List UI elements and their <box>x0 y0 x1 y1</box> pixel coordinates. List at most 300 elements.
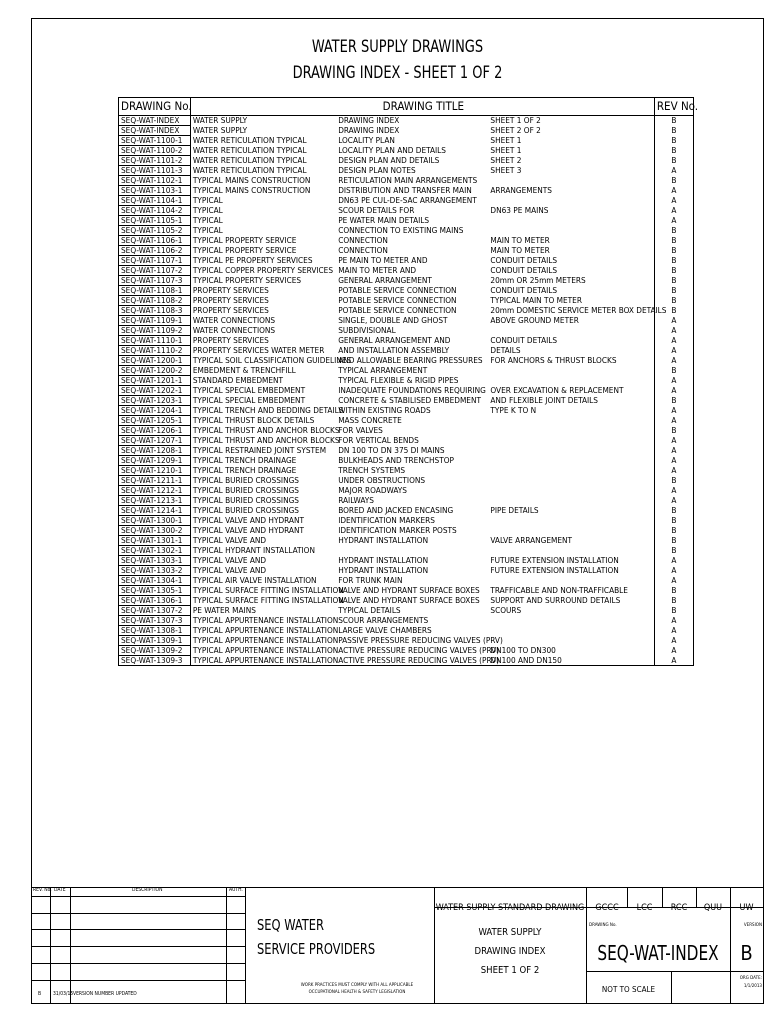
drawing-number-cell: SEQ-WAT-1309-1 <box>119 636 191 646</box>
rev-no-header: REV. No. <box>33 887 52 893</box>
drawing-title-3-cell: 20mm DOMESTIC SERVICE METER BOX DETAILS <box>490 305 667 315</box>
drawing-title-2-cell: DN 100 TO DN 375 DI MAINS <box>338 445 445 455</box>
council-quu: QUU <box>703 903 723 913</box>
table-row <box>119 646 694 656</box>
drawing-title-2-cell: LOCALITY PLAN <box>338 135 395 145</box>
drawing-title-3-cell <box>488 626 654 636</box>
table-row <box>119 206 694 216</box>
revision-cell: A <box>654 376 693 386</box>
table-row <box>119 366 694 376</box>
drawing-number-cell: SEQ-WAT-1214-1 <box>119 506 191 516</box>
revision-cell: B <box>654 606 693 616</box>
drawing-title-1-cell: TYPICAL TRENCH DRAINAGE <box>192 465 297 475</box>
drawing-title-1-cell: TYPICAL APPURTENANCE INSTALLATION <box>192 635 339 645</box>
revision-cell: B <box>654 226 693 236</box>
drawing-title-1-cell: TYPICAL MAINS CONSTRUCTION <box>192 175 311 185</box>
drawing-title-1-cell: TYPICAL VALVE AND HYDRANT <box>192 525 304 535</box>
revision-cell: A <box>654 466 693 476</box>
revision-cell: A <box>654 496 693 506</box>
revision-cell: B <box>654 506 693 516</box>
revision-cell: A <box>654 576 693 586</box>
drawing-number-cell: SEQ-WAT-1105-1 <box>119 216 191 226</box>
drawing-title-3-cell: ABOVE GROUND METER <box>490 315 579 325</box>
drawing-title-2-cell: UNDER OBSTRUCTIONS <box>338 475 426 485</box>
drawing-number-cell: SEQ-WAT-1211-1 <box>119 476 191 486</box>
revision-cell: B <box>654 426 693 436</box>
drawing-number-cell: SEQ-WAT-1208-1 <box>119 446 191 456</box>
revision-cell: A <box>654 446 693 456</box>
drawing-title-3-cell: VALVE ARRANGEMENT <box>490 535 573 545</box>
revision-cell: B <box>654 396 693 406</box>
drawing-title-1-cell: TYPICAL APPURTENANCE INSTALLATION <box>192 615 339 625</box>
drawing-title-1-cell: TYPICAL <box>192 195 223 205</box>
drawing-title-2-cell: DRAWING INDEX <box>338 125 400 135</box>
drawing-number-cell: SEQ-WAT-1303-1 <box>119 556 191 566</box>
drawing-title-1-cell: TYPICAL VALVE AND <box>192 535 267 545</box>
table-row <box>119 526 694 536</box>
drawing-title-3-cell: CONDUIT DETAILS <box>490 265 558 275</box>
drawing-number-cell: SEQ-WAT-1206-1 <box>119 426 191 436</box>
table-row <box>119 196 694 206</box>
drawing-title-1-cell: TYPICAL SPECIAL EMBEDMENT <box>192 395 306 405</box>
table-row <box>119 626 694 636</box>
drawing-title-2-cell: DISTRIBUTION AND TRANSFER MAIN <box>338 185 472 195</box>
drawing-title-1-cell: TYPICAL AIR VALVE INSTALLATION <box>192 575 317 585</box>
revision-cell: B <box>654 236 693 246</box>
drawing-title-2-cell: PE WATER MAIN DETAILS <box>338 215 430 225</box>
drawing-title-2-cell: TYPICAL ARRANGEMENT <box>338 365 428 375</box>
drawing-title-2-cell: ACTIVE PRESSURE REDUCING VALVES (PRV) <box>338 645 500 655</box>
drawing-title-3-cell: CONDUIT DETAILS <box>490 255 558 265</box>
drawing-title-2-cell: CONCRETE & STABILISED EMBEDMENT <box>338 395 481 405</box>
version-label: VERSION <box>743 923 762 928</box>
drawing-title-2-cell: TYPICAL FLEXIBLE & RIGID PIPES <box>338 375 459 385</box>
drawing-number-cell: SEQ-WAT-1106-1 <box>119 236 191 246</box>
drawing-number-cell: SEQ-WAT-1101-2 <box>119 156 191 166</box>
drawing-number-cell: SEQ-WAT-1212-1 <box>119 486 191 496</box>
drawing-title-2-cell: BULKHEADS AND TRENCHSTOP <box>338 455 454 465</box>
drawing-title-1-cell: EMBEDMENT & TRENCHFILL <box>192 365 296 375</box>
drawing-title-3-cell <box>488 496 654 506</box>
drawing-number-cell: SEQ-WAT-INDEX <box>119 116 191 126</box>
drawing-title-3-cell: MAIN TO METER <box>490 245 550 255</box>
table-row <box>119 296 694 306</box>
header-rev-no: REV No. <box>654 98 693 116</box>
drawing-title-1-cell: WATER CONNECTIONS <box>192 325 276 335</box>
drawing-number-cell: SEQ-WAT-1200-1 <box>119 356 191 366</box>
drawing-number-cell: SEQ-WAT-1200-2 <box>119 366 191 376</box>
table-row <box>119 276 694 286</box>
drawing-number-cell: SEQ-WAT-1106-2 <box>119 246 191 256</box>
drawing-title-3-cell: CONDUIT DETAILS <box>490 285 558 295</box>
drawing-title-1-cell: TYPICAL PROPERTY SERVICE <box>192 235 297 245</box>
table-row <box>119 286 694 296</box>
table-row <box>119 536 694 546</box>
drawing-title-3-cell: FUTURE EXTENSION INSTALLATION <box>490 565 619 575</box>
drawing-number-cell: SEQ-WAT-1103-1 <box>119 186 191 196</box>
council-lcc: LCC <box>636 903 653 913</box>
drawing-number-cell: SEQ-WAT-INDEX <box>119 126 191 136</box>
drawing-title-2-cell: BORED AND JACKED ENCASING <box>338 505 454 515</box>
drawing-title-1-cell: STANDARD EMBEDMENT <box>192 375 284 385</box>
drawing-title-1-cell: TYPICAL APPURTENANCE INSTALLATION <box>190 656 336 666</box>
drawing-number-cell: SEQ-WAT-1104-1 <box>119 196 191 206</box>
revision-cell: B <box>654 246 693 256</box>
drawing-number-cell: SEQ-WAT-1108-3 <box>119 306 191 316</box>
drawing-title-1-cell: TYPICAL THRUST AND ANCHOR BLOCKS <box>192 425 340 435</box>
drawing-title-3-cell <box>488 416 654 426</box>
drawing-title-2-cell: VALVE AND HYDRANT SURFACE BOXES <box>338 595 480 605</box>
revision-cell: B <box>654 146 693 156</box>
table-row <box>119 166 694 176</box>
drawing-title-3-cell <box>488 616 654 626</box>
table-row <box>119 576 694 586</box>
drawing-title-1-cell: TYPICAL VALVE AND <box>192 555 267 565</box>
drawing-number-cell: SEQ-WAT-1307-2 <box>119 606 191 616</box>
revision-cell: B <box>654 286 693 296</box>
drawing-number-cell: SEQ-WAT-1207-1 <box>119 436 191 446</box>
drawing-title-3-cell: SHEET 2 <box>490 155 522 165</box>
table-row <box>119 326 694 336</box>
scale-label: NOT TO SCALE <box>601 985 656 994</box>
drawing-title-2-cell: IDENTIFICATION MARKERS <box>338 515 435 525</box>
drawing-number-cell: SEQ-WAT-1101-3 <box>119 166 191 176</box>
drawing-title-2-cell: PE MAIN TO METER AND <box>338 255 428 265</box>
drawing-title-1-cell: TYPICAL COPPER PROPERTY SERVICES <box>192 265 334 275</box>
revision-cell: A <box>654 196 693 206</box>
org-name-line1: SEQ WATER <box>257 916 324 934</box>
drawing-number-cell: SEQ-WAT-1107-1 <box>119 256 191 266</box>
revision-cell: B <box>654 296 693 306</box>
drawing-title-3-cell <box>488 486 654 496</box>
table-row <box>119 146 694 156</box>
revision-cell: A <box>654 316 693 326</box>
drawing-number-cell: SEQ-WAT-1300-2 <box>119 526 191 536</box>
revision-cell: A <box>654 416 693 426</box>
table-row <box>119 546 694 556</box>
drawing-title-1-cell: TYPICAL VALVE AND <box>192 565 267 575</box>
page-subtitle: DRAWING INDEX - SHEET 1 OF 2 <box>292 63 503 83</box>
drawing-title-3-cell <box>488 546 654 556</box>
table-row <box>119 176 694 186</box>
table-row <box>119 446 694 456</box>
drawing-number-cell: SEQ-WAT-1205-1 <box>119 416 191 426</box>
drawing-title-2-cell: CONNECTION <box>338 235 388 245</box>
header-drawing-title: DRAWING TITLE <box>190 98 654 116</box>
drawing-title-2-cell: SCOUR ARRANGEMENTS <box>338 615 429 625</box>
drawing-number-cell: SEQ-WAT-1105-2 <box>119 226 191 236</box>
drawing-title-1-cell: TYPICAL SURFACE FITTING INSTALLATION <box>192 595 344 605</box>
drawing-title-2-cell: CONNECTION <box>338 245 388 255</box>
drawing-title-2-cell: SUBDIVISIONAL <box>338 325 396 335</box>
version-value: B <box>740 941 753 965</box>
drawing-number-cell: SEQ-WAT-1100-2 <box>119 146 191 156</box>
drawing-index-table <box>118 97 699 666</box>
drawing-title-1-cell: TYPICAL TRENCH DRAINAGE <box>192 455 297 465</box>
table-row <box>119 306 694 316</box>
drawing-title-3-cell <box>488 376 654 386</box>
drawing-title-2-cell: HYDRANT INSTALLATION <box>338 535 429 545</box>
revision-cell: A <box>654 336 693 346</box>
table-row <box>119 596 694 606</box>
drawing-number-cell: SEQ-WAT-1108-1 <box>119 286 191 296</box>
drawing-title-1-cell: TYPICAL BURIED CROSSINGS <box>192 485 299 495</box>
drawing-title-3-cell: PIPE DETAILS <box>490 505 539 515</box>
revision-cell: A <box>654 656 693 666</box>
table-row <box>119 336 694 346</box>
date-header: DATE <box>54 887 66 893</box>
drawing-number-cell: SEQ-WAT-1209-1 <box>119 456 191 466</box>
drawing-title-1-cell: TYPICAL VALVE AND HYDRANT <box>192 515 304 525</box>
drawing-title-2-cell: RETICULATION MAIN ARRANGEMENTS <box>338 175 478 185</box>
drawing-title-2-cell: LARGE VALVE CHAMBERS <box>338 625 432 635</box>
drawing-title-2-cell: IDENTIFICATION MARKER POSTS <box>338 525 457 535</box>
drawing-title-2-cell: INADEQUATE FOUNDATIONS REQUIRING <box>338 385 486 395</box>
drawing-number-cell: SEQ-WAT-1307-3 <box>119 616 191 626</box>
drawing-title-3-cell <box>488 516 654 526</box>
drawing-title-2-cell: DN63 PE CUL-DE-SAC ARRANGEMENT <box>338 195 477 205</box>
drawing-title-3-cell <box>488 426 654 436</box>
table-row <box>119 156 694 166</box>
drawing-number-cell: SEQ-WAT-1300-1 <box>119 516 191 526</box>
revision-cell: A <box>654 626 693 636</box>
table-row <box>119 486 694 496</box>
drawing-number-cell: SEQ-WAT-1309-3 <box>119 656 191 666</box>
drawing-title-3-cell: FOR ANCHORS & THRUST BLOCKS <box>490 355 617 365</box>
drawing-title-3-cell: TYPICAL MAIN TO METER <box>490 295 582 305</box>
drawing-title-1-cell: WATER RETICULATION TYPICAL <box>192 165 307 175</box>
revision-cell: A <box>654 436 693 446</box>
drawing-title-3-cell: 20mm OR 25mm METERS <box>490 275 586 285</box>
drawing-title-3-cell: SHEET 1 <box>490 135 522 145</box>
revision-cell: B <box>654 256 693 266</box>
council-rcc: RCC <box>670 903 688 913</box>
page-title: WATER SUPPLY DRAWINGS <box>311 37 484 57</box>
drawing-number-cell: SEQ-WAT-1210-1 <box>119 466 191 476</box>
drawing-title-2-cell: PASSIVE PRESSURE REDUCING VALVES (PRV) <box>338 635 503 645</box>
drawing-title-2-cell: MAIN TO METER AND <box>338 265 417 275</box>
drawing-number-cell: SEQ-WAT-1301-1 <box>119 536 191 546</box>
drawing-title-1-cell: PROPERTY SERVICES <box>192 335 269 345</box>
drawing-title-3-cell: SUPPORT AND SURROUND DETAILS <box>490 595 621 605</box>
drawing-title-1-cell: PROPERTY SERVICES <box>192 285 269 295</box>
drawing-title-3-cell: SHEET 2 OF 2 <box>490 125 541 135</box>
drawing-title-1-cell: TYPICAL BURIED CROSSINGS <box>192 475 299 485</box>
drawing-title-3-cell <box>488 196 654 206</box>
drawing-number-cell: SEQ-WAT-1202-1 <box>119 386 191 396</box>
drawing-number-cell: SEQ-WAT-1213-1 <box>119 496 191 506</box>
drawing-number-cell: SEQ-WAT-1304-1 <box>119 576 191 586</box>
revision-cell: A <box>654 346 693 356</box>
drawing-title-2-cell: WITHIN EXISTING ROADS <box>338 405 431 415</box>
table-row <box>119 506 694 516</box>
revision-cell: B <box>654 156 693 166</box>
drawing-title-1-cell: WATER SUPPLY <box>192 125 248 135</box>
drawing-title-2-cell: POTABLE SERVICE CONNECTION <box>338 285 457 295</box>
drawing-title-1-cell: TYPICAL PROPERTY SERVICES <box>192 275 302 285</box>
table-row <box>119 186 694 196</box>
drawing-number-cell: SEQ-WAT-1102-1 <box>119 176 191 186</box>
revision-cell: A <box>654 646 693 656</box>
drawing-title-3-cell <box>488 446 654 456</box>
table-row <box>119 316 694 326</box>
drawing-title-2-cell: VALVE AND HYDRANT SURFACE BOXES <box>338 585 480 595</box>
revision-cell: A <box>654 356 693 366</box>
revision-cell: A <box>654 186 693 196</box>
drawing-number-cell: SEQ-WAT-1110-1 <box>119 336 191 346</box>
drawing-number-cell: SEQ-WAT-1107-3 <box>119 276 191 286</box>
revision-cell: A <box>654 616 693 626</box>
drawing-title-2-cell: TYPICAL DETAILS <box>338 605 401 615</box>
drawing-title-2-cell: HYDRANT INSTALLATION <box>338 565 429 575</box>
revision-cell: B <box>654 136 693 146</box>
drawing-title-1-cell: TYPICAL <box>192 225 223 235</box>
drawing-number-cell: SEQ-WAT-1204-1 <box>119 406 191 416</box>
table-row <box>119 616 694 626</box>
revision-cell: B <box>654 536 693 546</box>
drawing-number-cell: SEQ-WAT-1308-1 <box>119 626 191 636</box>
drawing-title-2-cell <box>336 546 488 556</box>
drawing-desc-line2: DRAWING INDEX <box>474 946 546 957</box>
table-row <box>119 466 694 476</box>
revision-cell: A <box>654 166 693 176</box>
drawing-title-2-cell: POTABLE SERVICE CONNECTION <box>338 295 457 305</box>
table-row <box>119 606 694 616</box>
drawing-title-1-cell: TYPICAL SOIL CLASSIFICATION GUIDELINES <box>192 355 352 365</box>
drawing-title-3-cell: DETAILS <box>490 345 521 355</box>
rev-entry-date: 31/03/15 <box>53 991 74 997</box>
table-row <box>119 456 694 466</box>
table-row <box>119 586 694 596</box>
table-row <box>119 566 694 576</box>
drawing-number-cell: SEQ-WAT-1104-2 <box>119 206 191 216</box>
drawing-title-3-cell <box>488 366 654 376</box>
table-row <box>119 396 694 406</box>
drawing-title-2-cell: GENERAL ARRANGEMENT AND <box>338 335 451 345</box>
rev-entry-rev: B <box>38 991 42 997</box>
revision-cell: A <box>654 326 693 336</box>
revision-cell: B <box>654 306 693 316</box>
table-header-row <box>119 98 694 116</box>
auth-header: AUTH. <box>229 887 243 893</box>
drawing-title-1-cell: TYPICAL THRUST BLOCK DETAILS <box>192 415 315 425</box>
revision-cell: B <box>654 546 693 556</box>
council-uw: UW <box>739 903 754 913</box>
drawing-title-1-cell: TYPICAL SPECIAL EMBEDMENT <box>192 385 306 395</box>
drawing-title-2-cell: MASS CONCRETE <box>338 415 402 425</box>
drawing-desc-line3: SHEET 1 OF 2 <box>480 965 540 976</box>
drawing-title-3-cell <box>488 526 654 536</box>
legal-line2: OCCUPATIONAL HEALTH & SAFETY LEGISLATION <box>308 990 406 995</box>
drawing-number-cell: SEQ-WAT-1201-1 <box>119 376 191 386</box>
description-header: DESCRIPTION <box>132 887 163 893</box>
drawing-title-1-cell: TYPICAL PROPERTY SERVICE <box>192 245 297 255</box>
revision-cell: B <box>654 116 693 126</box>
drawing-title-2-cell: HYDRANT INSTALLATION <box>338 555 429 565</box>
table-row <box>119 386 694 396</box>
table-row <box>119 256 694 266</box>
drawing-title-2-cell: DESIGN PLAN NOTES <box>338 165 416 175</box>
drawing-title-3-cell: MAIN TO METER <box>490 235 550 245</box>
drawing-title-3-cell <box>488 576 654 586</box>
drawing-title-3-cell: DN100 AND DN150 <box>488 656 654 666</box>
table-row <box>119 216 694 226</box>
drawing-title-1-cell: TYPICAL APPURTENANCE INSTALLATION <box>192 645 339 655</box>
revision-cell: B <box>654 366 693 376</box>
drawing-title-3-cell <box>488 216 654 226</box>
drawing-number-cell: SEQ-WAT-1302-1 <box>119 546 191 556</box>
drawing-number-cell: SEQ-WAT-1108-2 <box>119 296 191 306</box>
org-name-line2: SERVICE PROVIDERS <box>257 940 376 958</box>
drawing-title-2-cell: AND INSTALLATION ASSEMBLY <box>338 345 450 355</box>
drawing-title-1-cell: WATER RETICULATION TYPICAL <box>192 135 307 145</box>
table-row <box>119 476 694 486</box>
drawing-number-cell: SEQ-WAT-1100-1 <box>119 136 191 146</box>
drawing-title-3-cell: DN63 PE MAINS <box>490 205 549 215</box>
drawing-title-3-cell: SCOURS <box>490 605 522 615</box>
revision-cell: A <box>654 406 693 416</box>
drawing-title-3-cell <box>488 636 654 646</box>
drawing-title-1-cell: TYPICAL <box>192 215 223 225</box>
org-date-label: ORG DATE: <box>739 976 762 981</box>
standard-drawing-label: WATER SUPPLY STANDARD DRAWING <box>435 903 585 913</box>
drawing-title-2-cell: DRAWING INDEX <box>338 115 400 126</box>
council-gccc: GCCC <box>595 903 619 913</box>
revision-cell: B <box>654 176 693 186</box>
table-row <box>119 126 694 136</box>
drawing-title-3-cell: OVER EXCAVATION & REPLACEMENT <box>490 385 624 395</box>
table-row <box>119 436 694 446</box>
revision-cell: B <box>654 476 693 486</box>
revision-cell: A <box>654 636 693 646</box>
drawing-number-cell: SEQ-WAT-1109-2 <box>119 326 191 336</box>
table-row <box>119 266 694 276</box>
drawing-number-cell: SEQ-WAT-1203-1 <box>119 396 191 406</box>
drawing-title-3-cell: TRAFFICABLE AND NON-TRAFFICABLE <box>490 585 628 595</box>
table-row <box>119 496 694 506</box>
table-row <box>119 236 694 246</box>
drawing-number-cell: SEQ-WAT-1110-2 <box>119 346 191 356</box>
drawing-no-label: DRAWING No. <box>589 923 617 928</box>
drawing-title-1-cell: TYPICAL RESTRAINED JOINT SYSTEM <box>192 445 327 455</box>
table-row <box>119 346 694 356</box>
drawing-title-2-cell: RAILWAYS <box>338 495 374 505</box>
revision-cell: B <box>654 526 693 536</box>
revision-cell: A <box>654 566 693 576</box>
drawing-title-3-cell: TYPE K TO N <box>490 405 537 415</box>
revision-cell: B <box>654 516 693 526</box>
drawing-title-3-cell <box>488 476 654 486</box>
table-row <box>119 406 694 416</box>
drawing-desc-line1: WATER SUPPLY <box>478 927 542 938</box>
revision-cell: A <box>654 386 693 396</box>
rev-entry-description: VERSION NUMBER UPDATED <box>73 991 137 997</box>
table-row <box>119 636 694 646</box>
drawing-title-2-cell: AND ALLOWABLE BEARING PRESSURES <box>338 355 483 365</box>
drawing-title-1-cell: PE WATER MAINS <box>192 605 256 615</box>
drawing-number-cell: SEQ-WAT-1305-1 <box>119 586 191 596</box>
drawing-title-1-cell: PROPERTY SERVICES WATER METER <box>192 345 325 355</box>
drawing-number-cell: SEQ-WAT-1107-2 <box>119 266 191 276</box>
legal-line1: WORK PRACTICES MUST COMPLY WITH ALL APPLICABLE <box>300 983 414 988</box>
revision-cell: B <box>654 586 693 596</box>
drawing-number-cell: SEQ-WAT-1306-1 <box>119 596 191 606</box>
drawing-title-1-cell: TYPICAL APPURTENANCE INSTALLATION <box>192 625 339 635</box>
table-row <box>119 246 694 256</box>
drawing-title-3-cell: CONDUIT DETAILS <box>490 335 558 345</box>
drawing-title-3-cell: SHEET 3 <box>490 165 522 175</box>
drawing-title-3-cell: SHEET 1 OF 2 <box>490 115 541 126</box>
